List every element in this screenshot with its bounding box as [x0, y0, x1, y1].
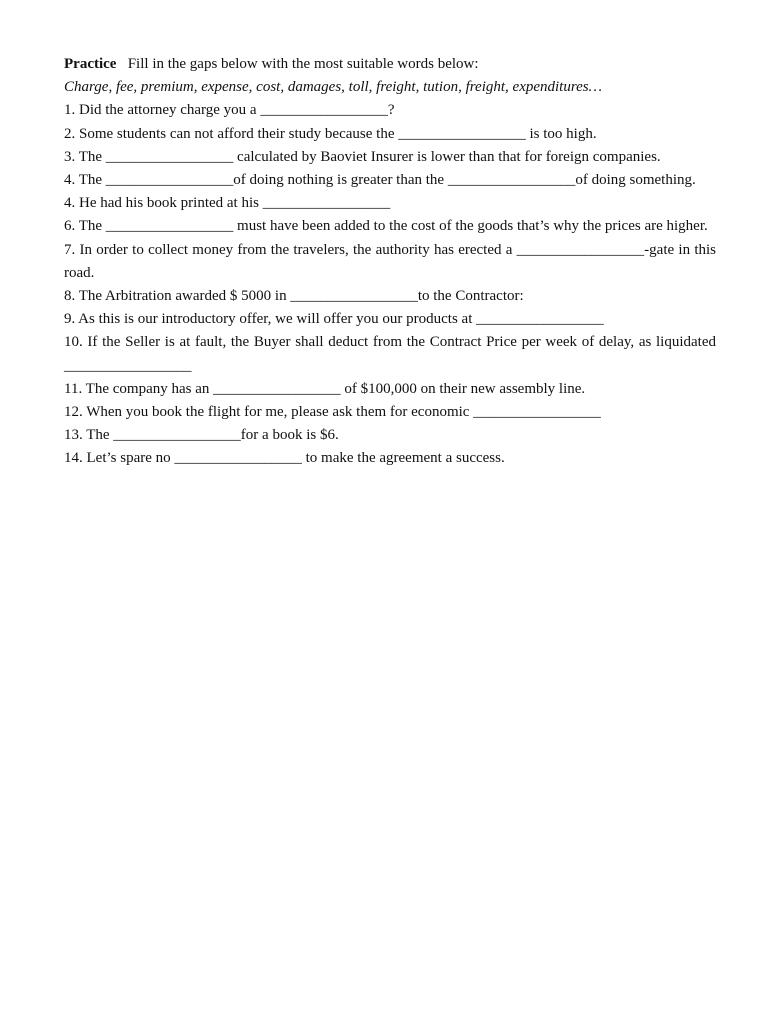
instruction-text: Fill in the gaps below with the most suitable words below:: [127, 56, 479, 72]
practice-document: [64, 53, 716, 471]
practice-heading: Practice: [64, 56, 117, 72]
question-13: 13. The _________________for a book is $6.: [64, 427, 339, 444]
question-10: 10. If the Seller is at fault, the Buyer shall deduct from the Contract Price per week of delay, as liquidated _________________: [64, 334, 716, 374]
question-8: 8. The Arbitration awarded $ 5000 in _________________to the Contractor:: [64, 288, 524, 305]
instruction-line: [64, 53, 716, 76]
question-7: 7. In order to collect money from the travelers, the authority has erected a _________________-gate in this road.: [64, 241, 716, 281]
question-9: 9. As this is our introductory offer, we will offer you our products at _________________: [64, 311, 604, 328]
question-11: 11. The company has an _________________ of $100,000 on their new assembly line.: [64, 380, 586, 397]
word-list: Charge, fee, premium, expense, cost, damages, toll, freight, tution, freight, expenditures…: [64, 79, 602, 96]
question-6: 6. The _________________ must have been added to the cost of the goods that’s why the prices are higher.: [64, 218, 708, 235]
question-1: 1. Did the attorney charge you a _________________?: [64, 102, 395, 119]
question-14: 14. Let’s spare no _________________ to make the agreement a success.: [64, 450, 505, 467]
question-4b: 4. He had his book printed at his _________________: [64, 195, 391, 212]
question-4a: 4. The _________________of doing nothing is greater than the _________________of doing something.: [64, 172, 696, 189]
question-3: 3. The _________________ calculated by Baoviet Insurer is lower than that for foreign companies.: [64, 148, 661, 165]
question-12: 12. When you book the flight for me, please ask them for economic _________________: [64, 404, 601, 421]
question-2: 2. Some students can not afford their study because the _________________ is too high.: [64, 125, 597, 142]
